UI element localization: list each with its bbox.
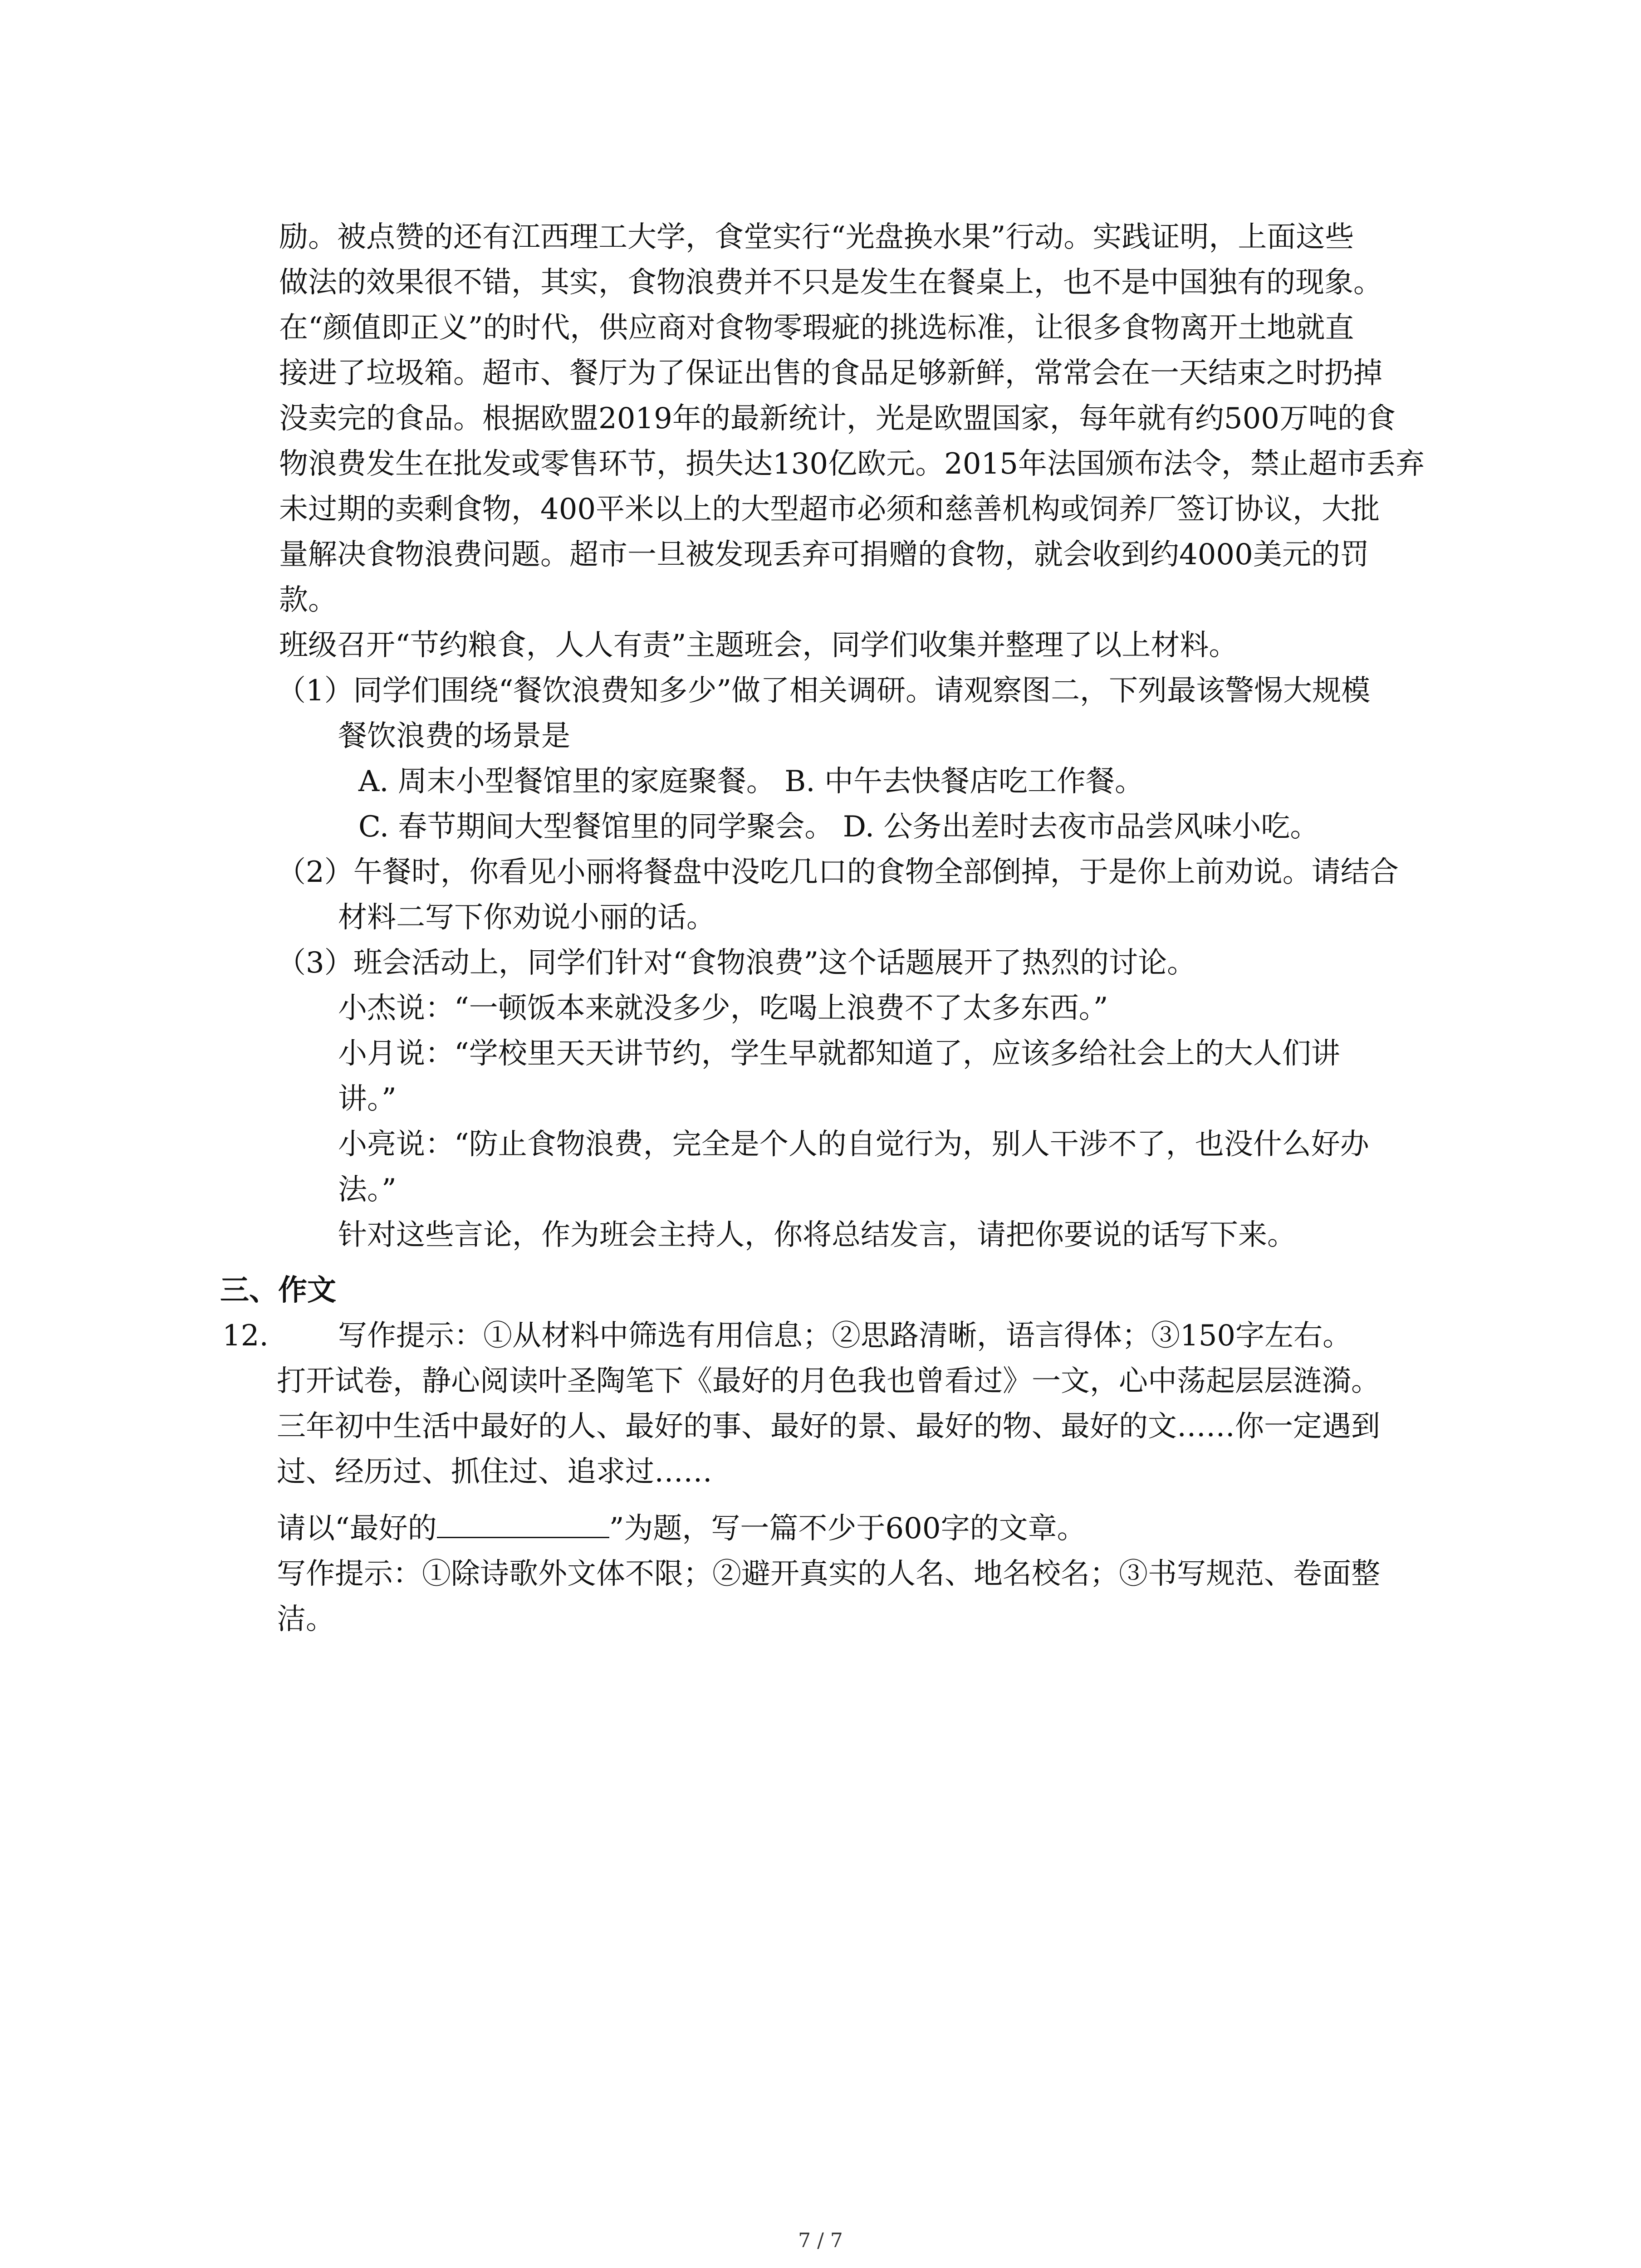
title-blank [437, 1510, 609, 1538]
essay-hint-2-cont: 洁。 [277, 1603, 335, 1636]
question-2: （2）午餐时，你看见小丽将餐盘中没吃几口的食物全部倒掉，于是你上前劝说。请结合 [277, 855, 1399, 889]
question-1: （1）同学们围绕“餐饮浪费知多少”做了相关调研。请观察图二，下列最该警惕大规模 [277, 674, 1371, 708]
passage-line: 量解决食物浪费问题。超市一旦被发现丢弃可捐赠的食物，就会收到约4000美元的罚 [279, 538, 1369, 572]
essay-body: 打开试卷，静心阅读叶圣陶笔下《最好的月色我也曾看过》一文，心中荡起层层涟漪。 [277, 1364, 1380, 1398]
question-2-cont: 材料二写下你劝说小丽的话。 [338, 901, 715, 934]
essay-prompt-start: 请以“最好的 [277, 1512, 437, 1545]
quote-xiaojie: 小杰说：“一顿饭本来就没多少，吃喝上浪费不了太多东西。” [338, 992, 1108, 1025]
passage-line: 没卖完的食品。根据欧盟2019年的最新统计，光是欧盟国家，每年就有约500万吨的食 [279, 402, 1396, 435]
question-3: （3）班会活动上，同学们针对“食物浪费”这个话题展开了热烈的讨论。 [277, 946, 1196, 980]
passage-intro: 班级召开“节约粮食，人人有责”主题班会，同学们收集并整理了以上材料。 [279, 629, 1238, 662]
passage-line: 接进了垃圾箱。超市、餐厅为了保证出售的食品足够新鲜，常常会在一天结束之时扔掉 [279, 357, 1382, 390]
passage-line: 未过期的卖剩食物，400平米以上的大型超市必须和慈善机构或饲养厂签订协议，大批 [279, 493, 1380, 526]
essay-prompt-end: ”为题，写一篇不少于600字的文章。 [609, 1512, 1086, 1545]
essay-body: 三年初中生活中最好的人、最好的事、最好的景、最好的物、最好的文……你一定遇到 [277, 1410, 1380, 1443]
question-1-options-cd: C. 春节期间大型餐馆里的同学聚会。 D. 公务出差时去夜市品尝风味小吃。 [358, 810, 1319, 844]
question-3-task: 针对这些言论，作为班会主持人，你将总结发言，请把你要说的话写下来。 [338, 1218, 1296, 1252]
quote-xiaoyue: 小月说：“学校里天天讲节约，学生早就都知道了，应该多给社会上的大人们讲 [338, 1037, 1340, 1070]
passage-line: 做法的效果很不错，其实，食物浪费并不只是发生在餐桌上，也不是中国独有的现象。 [279, 266, 1382, 299]
essay-prompt [277, 1508, 1086, 1549]
quote-xiaoliang-cont: 法。” [338, 1173, 397, 1207]
passage-line: 在“颜值即正义”的时代，供应商对食物零瑕疵的挑选标准，让很多食物离开土地就直 [279, 311, 1354, 345]
essay-hint-2: 写作提示：①除诗歌外文体不限；②避开真实的人名、地名校名；③书写规范、卷面整 [277, 1557, 1380, 1591]
passage-line: 励。被点赞的还有江西理工大学，食堂实行“光盘换水果”行动。实践证明，上面这些 [279, 220, 1354, 254]
section-title: 三、作文 [220, 1274, 336, 1307]
question-1-cont: 餐饮浪费的场景是 [338, 719, 570, 753]
question-1-options-ab: A. 周末小型餐馆里的家庭聚餐。 B. 中午去快餐店吃工作餐。 [358, 765, 1144, 798]
essay-hint-1: 写作提示：①从材料中筛选有用信息；②思路清晰，语言得体；③150字左右。 [338, 1319, 1352, 1353]
passage-line: 款。 [279, 583, 337, 617]
passage-line: 物浪费发生在批发或零售环节，损失达130亿欧元。2015年法国颁布法令，禁止超市丢弃 [279, 447, 1425, 481]
essay-body: 过、经历过、抓住过、追求过…… [277, 1455, 712, 1489]
page-number: 7 / 7 [798, 2229, 843, 2252]
quote-xiaoyue-cont: 讲。” [338, 1082, 397, 1116]
question-number: 12. [222, 1319, 269, 1353]
quote-xiaoliang: 小亮说：“防止食物浪费，完全是个人的自觉行为，别人干涉不了，也没什么好办 [338, 1128, 1369, 1161]
